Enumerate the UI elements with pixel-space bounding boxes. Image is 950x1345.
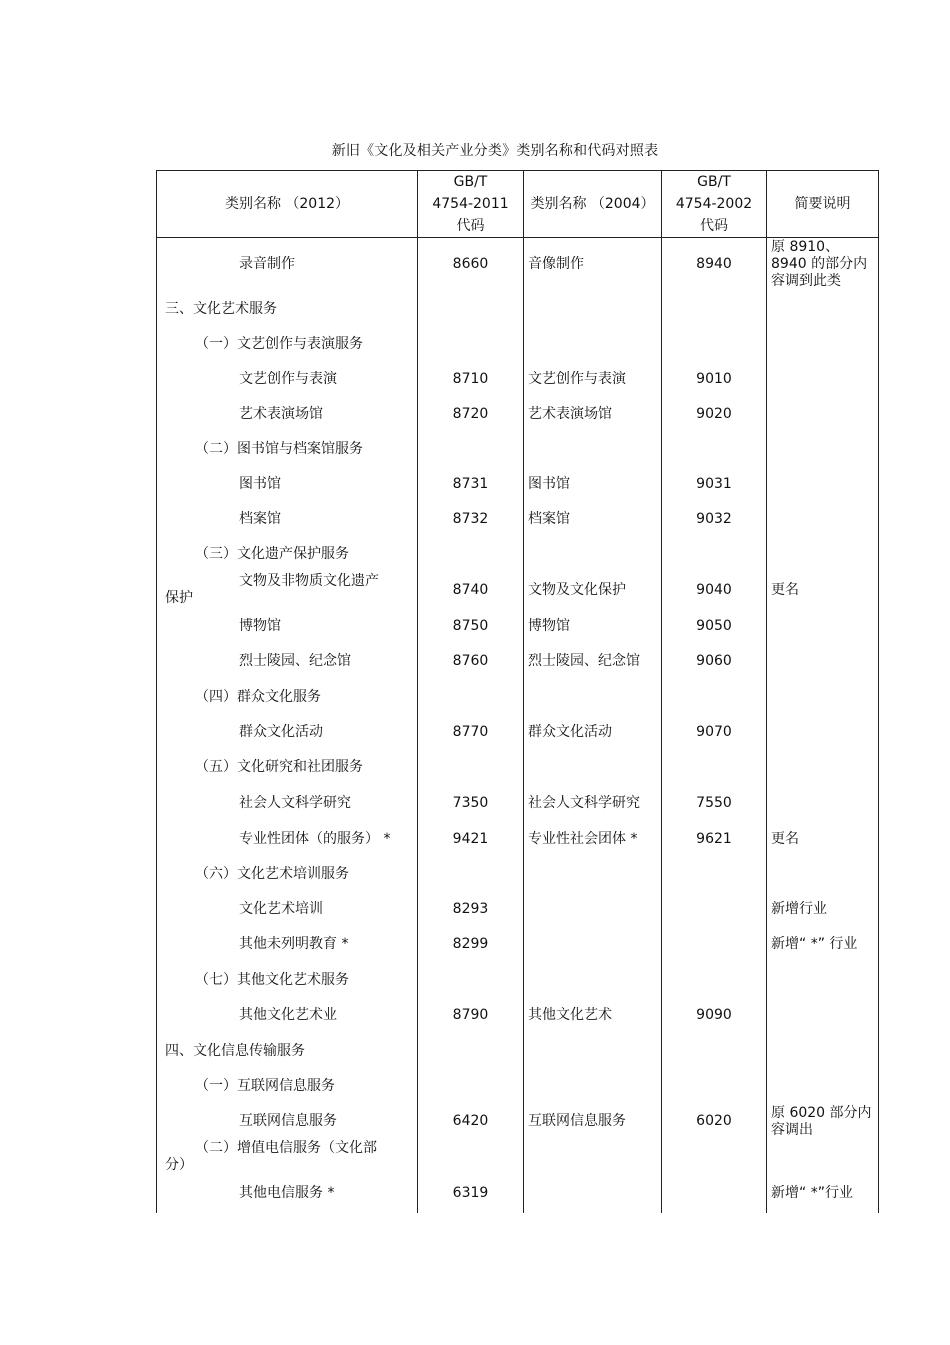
category-name-2004: 文物及文化保护 <box>524 572 662 609</box>
code-2011 <box>418 432 524 467</box>
table-row <box>157 467 879 502</box>
category-name-line1: （二）增值电信服务（文化部 <box>195 1140 377 1156</box>
note-text <box>767 644 879 680</box>
note-text <box>767 362 879 397</box>
category-name-2004: 专业性社会团体 * <box>524 822 662 857</box>
category-name-2012 <box>157 572 418 609</box>
code-2002 <box>662 432 767 467</box>
code-2011: 9421 <box>418 822 524 857</box>
code-2002 <box>662 1140 767 1175</box>
code-2002 <box>662 537 767 572</box>
code-2002 <box>662 327 767 362</box>
note-text <box>767 1034 879 1069</box>
code-2002 <box>662 963 767 998</box>
code-2011: 8299 <box>418 927 524 963</box>
code-2011 <box>418 537 524 572</box>
code-2011 <box>418 1069 524 1104</box>
note-text <box>767 857 879 892</box>
code-2002 <box>662 892 767 927</box>
note-text <box>767 680 879 715</box>
category-name-2004 <box>524 963 662 998</box>
code-2011: 8790 <box>418 998 524 1034</box>
table-row <box>157 238 879 292</box>
category-name-line2: 保护 <box>165 590 193 606</box>
category-name-2012: 社会人文科学研究 <box>157 785 418 822</box>
code-2011: 8720 <box>418 397 524 432</box>
table-row <box>157 502 879 537</box>
code-2002 <box>662 1069 767 1104</box>
code-2002: 9020 <box>662 397 767 432</box>
category-name-2004: 其他文化艺术 <box>524 998 662 1034</box>
code-2002: 9032 <box>662 502 767 537</box>
table-row <box>157 327 879 362</box>
note-text: 新增“ *” 行业 <box>767 927 879 963</box>
note-text <box>767 963 879 998</box>
code-2002 <box>662 750 767 785</box>
code-2011: 8760 <box>418 644 524 680</box>
category-name-2012: 文化艺术培训 <box>157 892 418 927</box>
table-row <box>157 609 879 644</box>
table-row <box>157 680 879 715</box>
category-name-2012: （一）互联网信息服务 <box>157 1069 418 1104</box>
category-name-2004: 群众文化活动 <box>524 715 662 750</box>
note-text <box>767 467 879 502</box>
code-2002: 9040 <box>662 572 767 609</box>
category-name-2012: 博物馆 <box>157 609 418 644</box>
note-text <box>767 1140 879 1175</box>
note-text: 原 6020 部分内容调出 <box>767 1104 879 1140</box>
code-2011: 8750 <box>418 609 524 644</box>
note-text <box>767 292 879 327</box>
code-2011: 8660 <box>418 238 524 292</box>
classification-table <box>156 170 879 1213</box>
code-2002 <box>662 292 767 327</box>
code-2002: 9050 <box>662 609 767 644</box>
category-name-2004 <box>524 537 662 572</box>
table-row <box>157 857 879 892</box>
code-2002: 6020 <box>662 1104 767 1140</box>
header-code-2011 <box>418 171 524 238</box>
category-name-2012: 录音制作 <box>157 238 418 292</box>
table-row <box>157 432 879 467</box>
table-row <box>157 715 879 750</box>
category-name-2004: 图书馆 <box>524 467 662 502</box>
code-2011: 8293 <box>418 892 524 927</box>
table-row <box>157 1069 879 1104</box>
code-2002: 7550 <box>662 785 767 822</box>
table-row <box>157 750 879 785</box>
category-name-2004: 烈士陵园、纪念馆 <box>524 644 662 680</box>
category-name-2012: （二）图书馆与档案馆服务 <box>157 432 418 467</box>
table-row <box>157 292 879 327</box>
note-text: 更名 <box>767 572 879 609</box>
table-row <box>157 537 879 572</box>
header-code-2002-line3: 代码 <box>700 218 728 234</box>
code-2011: 6420 <box>418 1104 524 1140</box>
category-name-2012: 其他未列明教育 * <box>157 927 418 963</box>
category-name-2012: 三、文化艺术服务 <box>157 292 418 327</box>
note-text <box>767 537 879 572</box>
code-2002 <box>662 1175 767 1213</box>
table-row <box>157 822 879 857</box>
table-row <box>157 1140 879 1175</box>
note-text <box>767 609 879 644</box>
code-2011 <box>418 327 524 362</box>
category-name-2004 <box>524 927 662 963</box>
code-2002 <box>662 927 767 963</box>
category-name-2012: 专业性团体（的服务） * <box>157 822 418 857</box>
category-name-2012: 互联网信息服务 <box>157 1104 418 1140</box>
code-2011: 8731 <box>418 467 524 502</box>
note-text <box>767 750 879 785</box>
header-code-2002 <box>662 171 767 238</box>
note-text: 新增“ *”行业 <box>767 1175 879 1213</box>
category-name-2004: 博物馆 <box>524 609 662 644</box>
note-text <box>767 715 879 750</box>
category-name-2004 <box>524 750 662 785</box>
category-name-2004 <box>524 1069 662 1104</box>
header-code-2002-line2: 4754-2002 <box>675 196 753 212</box>
category-name-2012: 其他电信服务 * <box>157 1175 418 1213</box>
header-code-2011-line3: 代码 <box>456 218 485 234</box>
category-name-line1: 文物及非物质文化遗产 <box>239 573 379 589</box>
category-name-line2: 分） <box>165 1157 193 1173</box>
code-2002: 9031 <box>662 467 767 502</box>
category-name-2004 <box>524 680 662 715</box>
category-name-2012 <box>157 1140 418 1175</box>
category-name-2004 <box>524 1175 662 1213</box>
table-row <box>157 998 879 1034</box>
category-name-2004 <box>524 1140 662 1175</box>
category-name-2012: 文艺创作与表演 <box>157 362 418 397</box>
note-text <box>767 327 879 362</box>
code-2011: 8740 <box>418 572 524 609</box>
code-2011: 8710 <box>418 362 524 397</box>
category-name-2012: （六）文化艺术培训服务 <box>157 857 418 892</box>
code-2011 <box>418 1034 524 1069</box>
code-2011: 8770 <box>418 715 524 750</box>
table-row <box>157 572 879 609</box>
category-name-2004 <box>524 327 662 362</box>
table-row <box>157 362 879 397</box>
code-2011: 7350 <box>418 785 524 822</box>
category-name-2012: 烈士陵园、纪念馆 <box>157 644 418 680</box>
code-2002 <box>662 857 767 892</box>
table-row <box>157 927 879 963</box>
category-name-2004: 音像制作 <box>524 238 662 292</box>
category-name-2004 <box>524 892 662 927</box>
category-name-2004: 社会人文科学研究 <box>524 785 662 822</box>
page-title: 新旧《文化及相关产业分类》类别名称和代码对照表 <box>331 143 659 159</box>
code-2011 <box>418 750 524 785</box>
category-name-2012: 四、文化信息传输服务 <box>157 1034 418 1069</box>
code-2002: 8940 <box>662 238 767 292</box>
category-name-2004: 档案馆 <box>524 502 662 537</box>
code-2002 <box>662 1034 767 1069</box>
code-2011 <box>418 680 524 715</box>
category-name-2012: （四）群众文化服务 <box>157 680 418 715</box>
code-2011: 8732 <box>418 502 524 537</box>
table-row <box>157 644 879 680</box>
category-name-2012: 档案馆 <box>157 502 418 537</box>
table-header-row <box>157 171 879 238</box>
category-name-2004 <box>524 432 662 467</box>
header-name-2004: 类别名称 （2004） <box>524 171 662 238</box>
note-text <box>767 397 879 432</box>
category-name-2012: （三）文化遗产保护服务 <box>157 537 418 572</box>
code-2002: 9060 <box>662 644 767 680</box>
category-name-2004 <box>524 1034 662 1069</box>
category-name-2012: （七）其他文化艺术服务 <box>157 963 418 998</box>
category-name-2004: 互联网信息服务 <box>524 1104 662 1140</box>
code-2011 <box>418 857 524 892</box>
header-code-2002-line1: GB/T <box>697 174 731 190</box>
category-name-2012: （五）文化研究和社团服务 <box>157 750 418 785</box>
code-2002: 9621 <box>662 822 767 857</box>
category-name-2012: 图书馆 <box>157 467 418 502</box>
table-row <box>157 785 879 822</box>
note-text: 原 8910、8940 的部分内容调到此类 <box>767 238 879 292</box>
category-name-2004 <box>524 857 662 892</box>
header-code-2011-line2: 4754-2011 <box>432 196 509 212</box>
code-2002: 9090 <box>662 998 767 1034</box>
code-2011: 6319 <box>418 1175 524 1213</box>
category-name-2004 <box>524 292 662 327</box>
code-2002: 9010 <box>662 362 767 397</box>
header-code-2011-line1: GB/T <box>453 174 488 190</box>
table-row <box>157 892 879 927</box>
code-2002 <box>662 680 767 715</box>
table-body <box>157 238 879 1213</box>
note-text <box>767 502 879 537</box>
table-row <box>157 1104 879 1140</box>
note-text: 更名 <box>767 822 879 857</box>
header-note: 简要说明 <box>767 171 879 238</box>
note-text <box>767 998 879 1034</box>
code-2011 <box>418 1140 524 1175</box>
note-text <box>767 785 879 822</box>
note-text <box>767 1069 879 1104</box>
category-name-2004: 艺术表演场馆 <box>524 397 662 432</box>
category-name-2012: 艺术表演场馆 <box>157 397 418 432</box>
category-name-2012: （一）文艺创作与表演服务 <box>157 327 418 362</box>
note-text: 新增行业 <box>767 892 879 927</box>
header-name-2012: 类别名称 （2012） <box>157 171 418 238</box>
category-name-2012: 群众文化活动 <box>157 715 418 750</box>
code-2002: 9070 <box>662 715 767 750</box>
category-name-2004: 文艺创作与表演 <box>524 362 662 397</box>
table-row <box>157 1175 879 1213</box>
code-2011 <box>418 963 524 998</box>
table-row <box>157 963 879 998</box>
table-row <box>157 397 879 432</box>
category-name-2012: 其他文化艺术业 <box>157 998 418 1034</box>
note-text <box>767 432 879 467</box>
code-2011 <box>418 292 524 327</box>
table-row <box>157 1034 879 1069</box>
